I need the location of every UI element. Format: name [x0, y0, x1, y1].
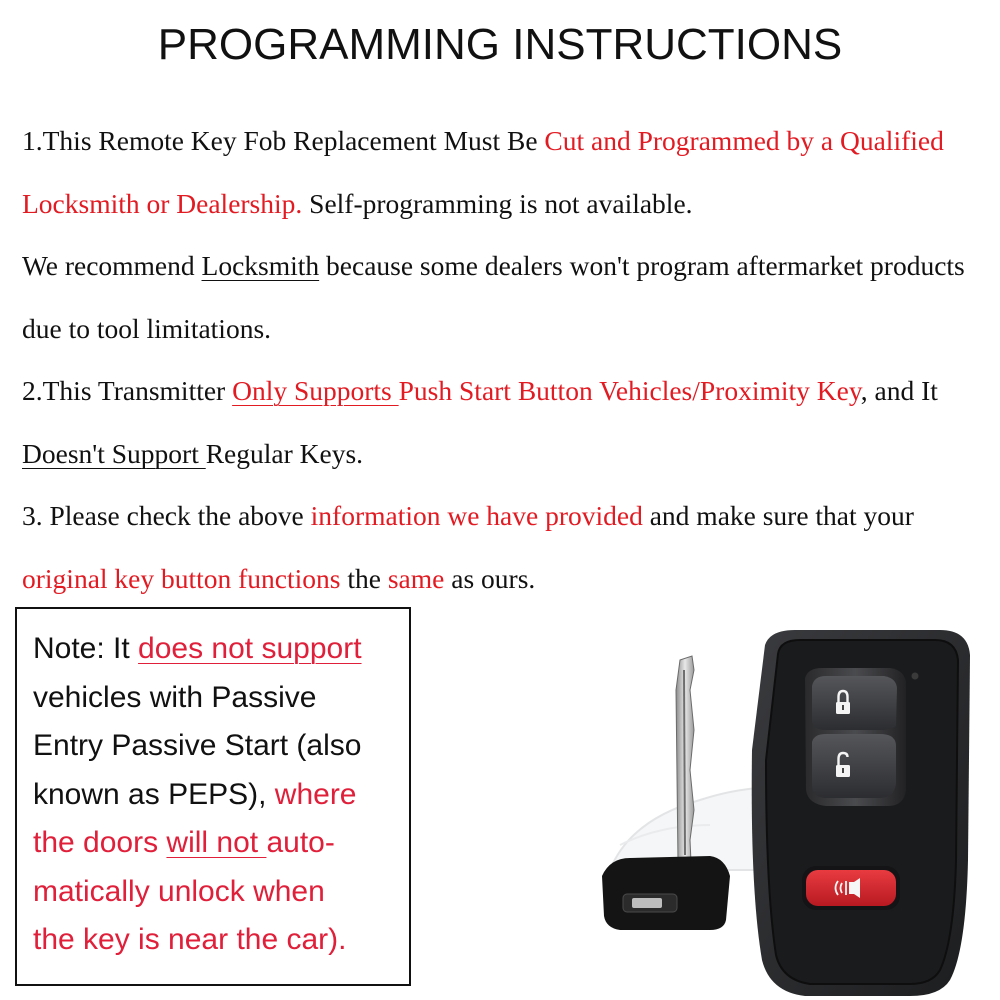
note-line7: the key is near the car).	[33, 923, 347, 956]
para1-line1: 1.This Remote Key Fob Replacement Must Be Cut and Programmed by a Qualified	[22, 125, 944, 156]
note-box	[15, 607, 411, 986]
unlock-button[interactable]	[812, 734, 896, 798]
para2-highlight: Push Start Button Vehicles/Proximity Key	[398, 375, 861, 406]
para1-highlight-2: Locksmith or Dealership.	[22, 187, 303, 219]
para2-line2: Doesn't Support Regular Keys.	[22, 437, 364, 469]
doesnt-support-underlined: Doesn't Support	[22, 437, 206, 469]
key-fob-illustration	[590, 630, 990, 1000]
para1-line4: due to tool limitations.	[22, 312, 272, 344]
lock-button[interactable]	[812, 676, 897, 730]
note-line5: the doors will not auto-	[33, 826, 335, 859]
para3-line1: 3. Please check the above information we have provided and make sure that your	[22, 500, 914, 531]
para1-highlight: Cut and Programmed by a Qualified	[544, 125, 944, 156]
para3-line2: original key button functions the same as ours.	[22, 562, 536, 594]
note-line1: Note: It does not support	[33, 632, 362, 665]
para3-highlight-3: same	[387, 562, 445, 594]
para1-line3: We recommend Locksmith because some dealers won't program aftermarket products	[22, 250, 965, 281]
note-line6: matically unlock when	[33, 874, 325, 908]
locksmith-underlined: Locksmith	[201, 250, 320, 281]
para3-highlight-2: original key button functions	[22, 562, 341, 594]
page-title: PROGRAMMING INSTRUCTIONS	[157, 20, 843, 69]
para1-line2: Locksmith or Dealership. Self-programming is not available.	[22, 187, 693, 219]
para3-highlight: information we have provided	[310, 500, 643, 531]
note-not-support-underlined: does not support	[138, 632, 362, 665]
panic-button[interactable]	[802, 866, 900, 910]
key-blade	[676, 656, 694, 862]
para2-line1: 2.This Transmitter Only Supports Push Start Button Vehicles/Proximity Key, and It	[22, 375, 938, 406]
note-line2: vehicles with Passive	[33, 680, 317, 714]
note-line4: known as PEPS), where	[33, 777, 357, 811]
key-head	[602, 856, 730, 930]
only-supports-underlined: Only Supports	[232, 375, 399, 406]
instructions-text	[22, 110, 997, 610]
note-line3: Entry Passive Start (also	[33, 729, 362, 762]
will-not-underlined: will not	[166, 826, 267, 859]
